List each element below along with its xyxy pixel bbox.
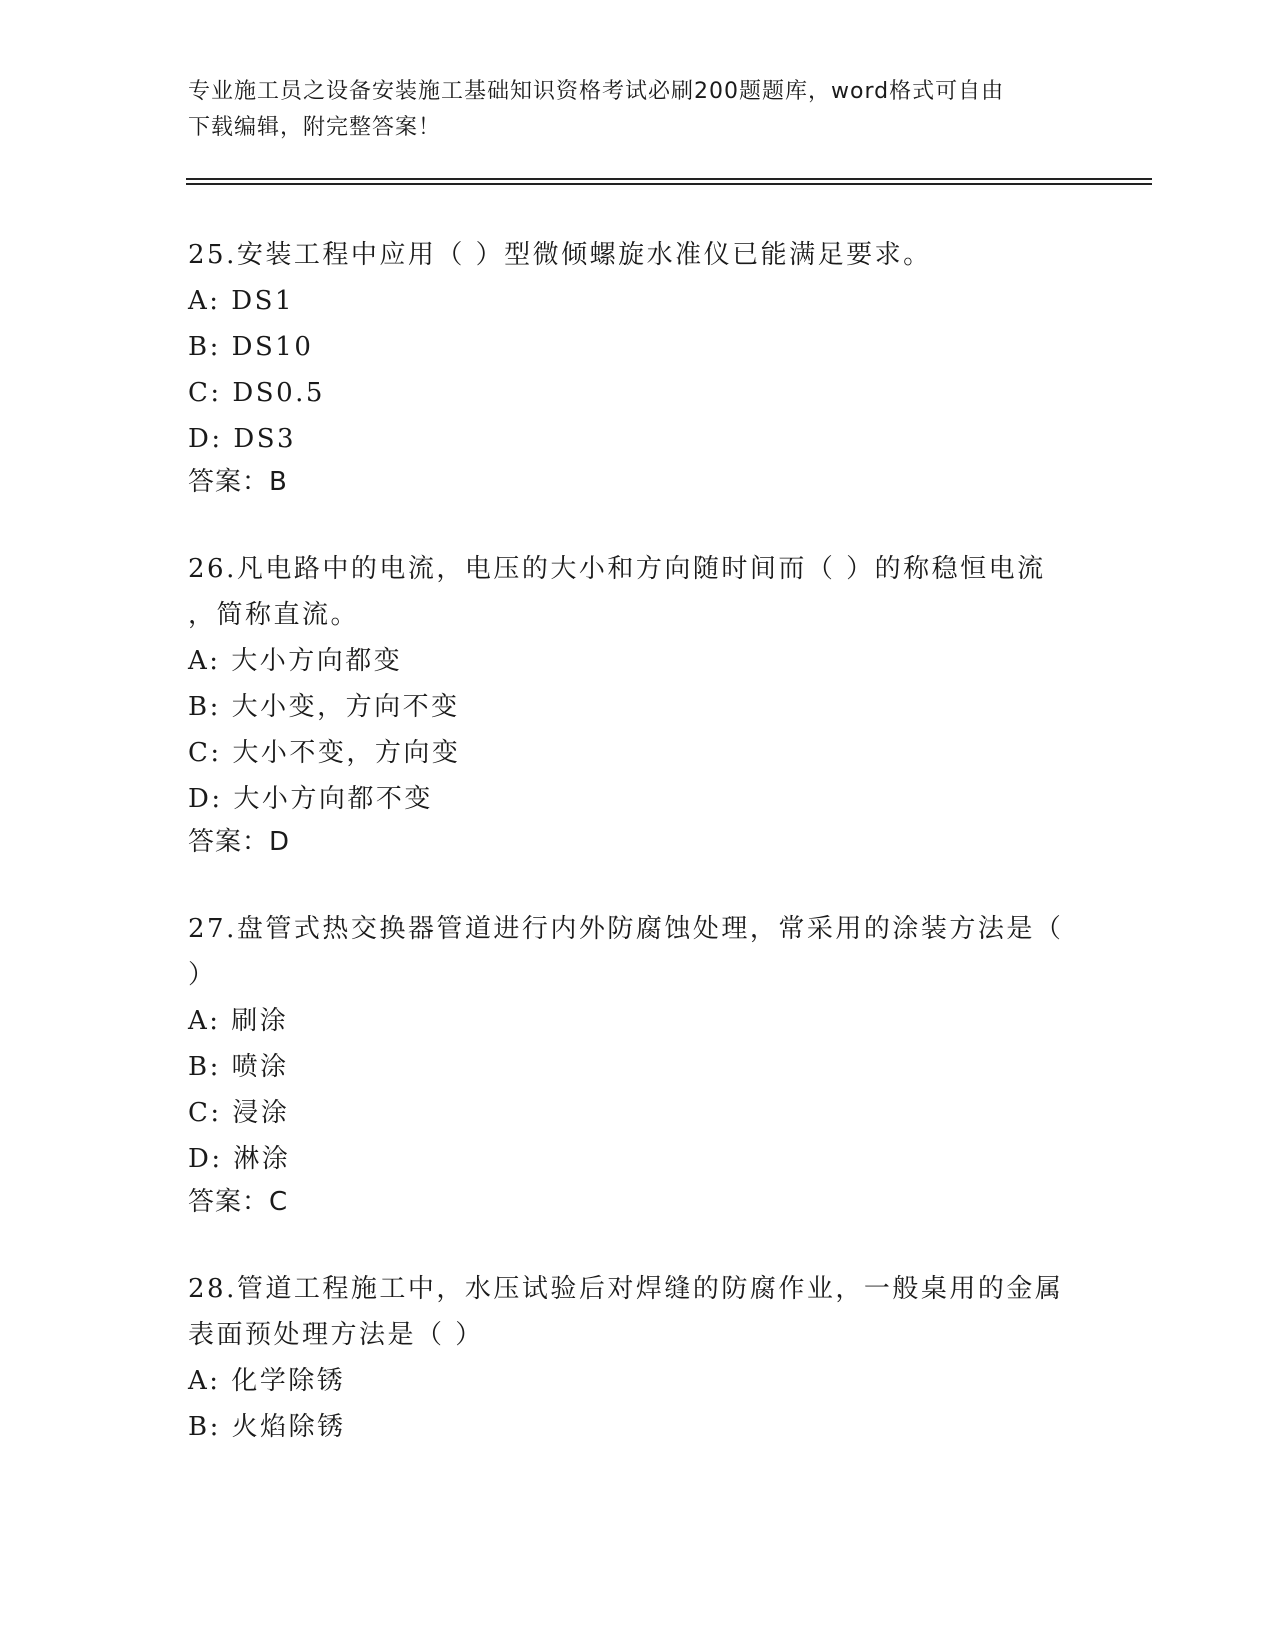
option-c: C: DS0.5 — [188, 378, 325, 408]
option-b: B: 火焰除锈 — [188, 1412, 346, 1442]
option-b: B: 喷涂 — [188, 1052, 289, 1082]
answer: 答案：C — [188, 1187, 289, 1217]
question-stem-line: 表面预处理方法是（ ） — [188, 1320, 484, 1350]
question-stem-line: 28.管道工程施工中，水压试验后对焊缝的防腐作业，一般桌用的金属 — [188, 1274, 1064, 1304]
option-c: C: 浸涂 — [188, 1098, 290, 1128]
header-divider — [186, 178, 1152, 180]
option-a: A: 刷涂 — [188, 1006, 289, 1036]
option-d: D: DS3 — [188, 424, 297, 454]
question-stem — [188, 906, 1088, 998]
question-26 — [188, 546, 1088, 862]
answer: 答案：B — [188, 467, 288, 497]
question-stem-line: ，简称直流。 — [188, 600, 360, 630]
header-line: 专业施工员之设备安装施工基础知识资格考试必刷200题题库，word格式可自由 — [188, 79, 1005, 104]
option-b: B: DS10 — [188, 332, 314, 362]
question-25 — [188, 232, 1088, 502]
question-stem — [188, 232, 1088, 278]
question-stem — [188, 1266, 1088, 1358]
question-stem-line: 27.盘管式热交换器管道进行内外防腐蚀处理，常采用的涂装方法是（ — [188, 914, 1064, 944]
question-28 — [188, 1266, 1088, 1450]
question-list — [188, 232, 1088, 1494]
option-b: B: 大小变，方向不变 — [188, 692, 460, 722]
header-divider — [186, 183, 1152, 185]
document-header — [188, 74, 1068, 146]
question-stem-line: 25.安装工程中应用（ ）型微倾螺旋水准仪已能满足要求。 — [188, 240, 932, 270]
option-d: D: 淋涂 — [188, 1144, 291, 1174]
question-stem-line: ） — [188, 960, 217, 990]
question-stem-line: 26.凡电路中的电流，电压的大小和方向随时间而（ ）的称稳恒电流 — [188, 554, 1046, 584]
question-27 — [188, 906, 1088, 1222]
question-stem — [188, 546, 1088, 638]
answer: 答案：D — [188, 827, 291, 857]
option-c: C: 大小不变，方向变 — [188, 738, 461, 768]
option-d: D: 大小方向都不变 — [188, 784, 433, 814]
header-line: 下载编辑，附完整答案！ — [188, 115, 442, 140]
option-a: A: DS1 — [188, 286, 294, 316]
option-a: A: 大小方向都变 — [188, 646, 403, 676]
option-a: A: 化学除锈 — [188, 1366, 346, 1396]
